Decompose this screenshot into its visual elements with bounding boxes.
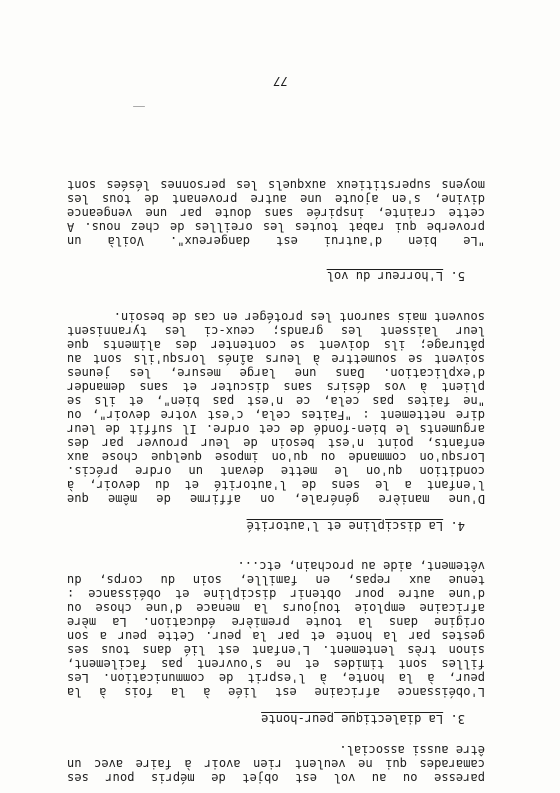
text-line: D'une manière générale, on affirme de même que [67, 492, 485, 506]
text-line: dire nettement : "Faites cela, c'est votre devoir", ou [67, 408, 485, 422]
section-heading-number: 5. [443, 269, 465, 283]
text-line: camarades qui ne veulent rien avoir à faire avec un [67, 757, 485, 771]
text-line: africaine emploie toujours la menace d'une chose ou [67, 601, 485, 615]
text-line: tenue aux repas, en famille, soin du corps, du [67, 573, 485, 587]
text-line: arguments le bien-fondé de cet ordre. Il suffit de leur [67, 422, 485, 436]
text-line: peur, à la honte, à l'esprit de communication. Les [67, 671, 485, 685]
text-line: vêtement, aide au prochain, etc... [237, 559, 485, 573]
text-line: d'une autre pour obtenir discipline et obéissance : [67, 587, 485, 601]
text-line: divine, s'en ajoute une autre provenant de tous les [67, 192, 485, 206]
text-line: cette crainte, inspirée sans doute par une vengeance [67, 206, 485, 220]
section-heading [247, 519, 465, 533]
text-line: soivent se soumettre à leurs aînés lorsqu'ils sont au [67, 352, 485, 366]
text-line: plient à vos désirs sans discuter et sans demander [67, 380, 485, 394]
section-heading-title: La dialectique peur-honte [261, 712, 444, 726]
scan-mark [133, 106, 145, 107]
text-line: souvent mais sauront les protéger en cas de besoin. [113, 310, 485, 324]
section-heading [261, 712, 465, 726]
text-line: origine dans la toute première éducation. La mère [67, 615, 485, 629]
text-line: proverbe qui rabat toutes les oreilles de chez nous. A [67, 220, 485, 234]
text-line: Lorsqu'on commande ou qu'on impose quelque chose aux [67, 450, 485, 464]
text-line: "Le bien d'autrui est dangereux". Voilà un [67, 234, 485, 248]
text-line: "ne faites pas cela, ce n'est pas bien", et ils se [67, 394, 485, 408]
text-line: l'enfant a le sens de l'autorité et du devoir, à [67, 478, 485, 492]
text-line: d'explication. Dans une large mesure, les jeunes [67, 366, 485, 380]
section-heading-title: La discipline et l'autorité [246, 519, 444, 533]
text-line: paresse ou au vol est objet de mépris pour ses [67, 771, 485, 785]
text-line: enfants, point n'est besoin de leur prouver par des [67, 436, 485, 450]
text-line: être aussi associal. [339, 743, 485, 757]
section-heading-number: 4. [443, 519, 465, 533]
section-heading-title: L'horreur du vol [326, 269, 444, 283]
text-line: L'obéissance africaine est liée à la fois à la [67, 685, 485, 699]
text-line: filles sont timides et ne s'ouvrent pas facilement, [67, 657, 485, 671]
text-line: gestes par la honte et par la peur. Cette peur a son [67, 629, 485, 643]
section-heading-number: 3. [443, 712, 465, 726]
text-line: leur laissent les grands; ceux-ci les tyrannisent [67, 324, 485, 338]
text-line: condition qu'on le mette devant un ordre précis. [67, 464, 485, 478]
text-line: pâturage; ils doivent se contenter des aliments que [67, 338, 485, 352]
page-number: 77 [273, 74, 288, 88]
text-line: sinon très lentement. L'enfant est lié dans tous ses [67, 643, 485, 657]
text-line: moyens superstitieux auxquels les personnes lésées sont [67, 178, 485, 192]
section-heading [327, 269, 465, 283]
